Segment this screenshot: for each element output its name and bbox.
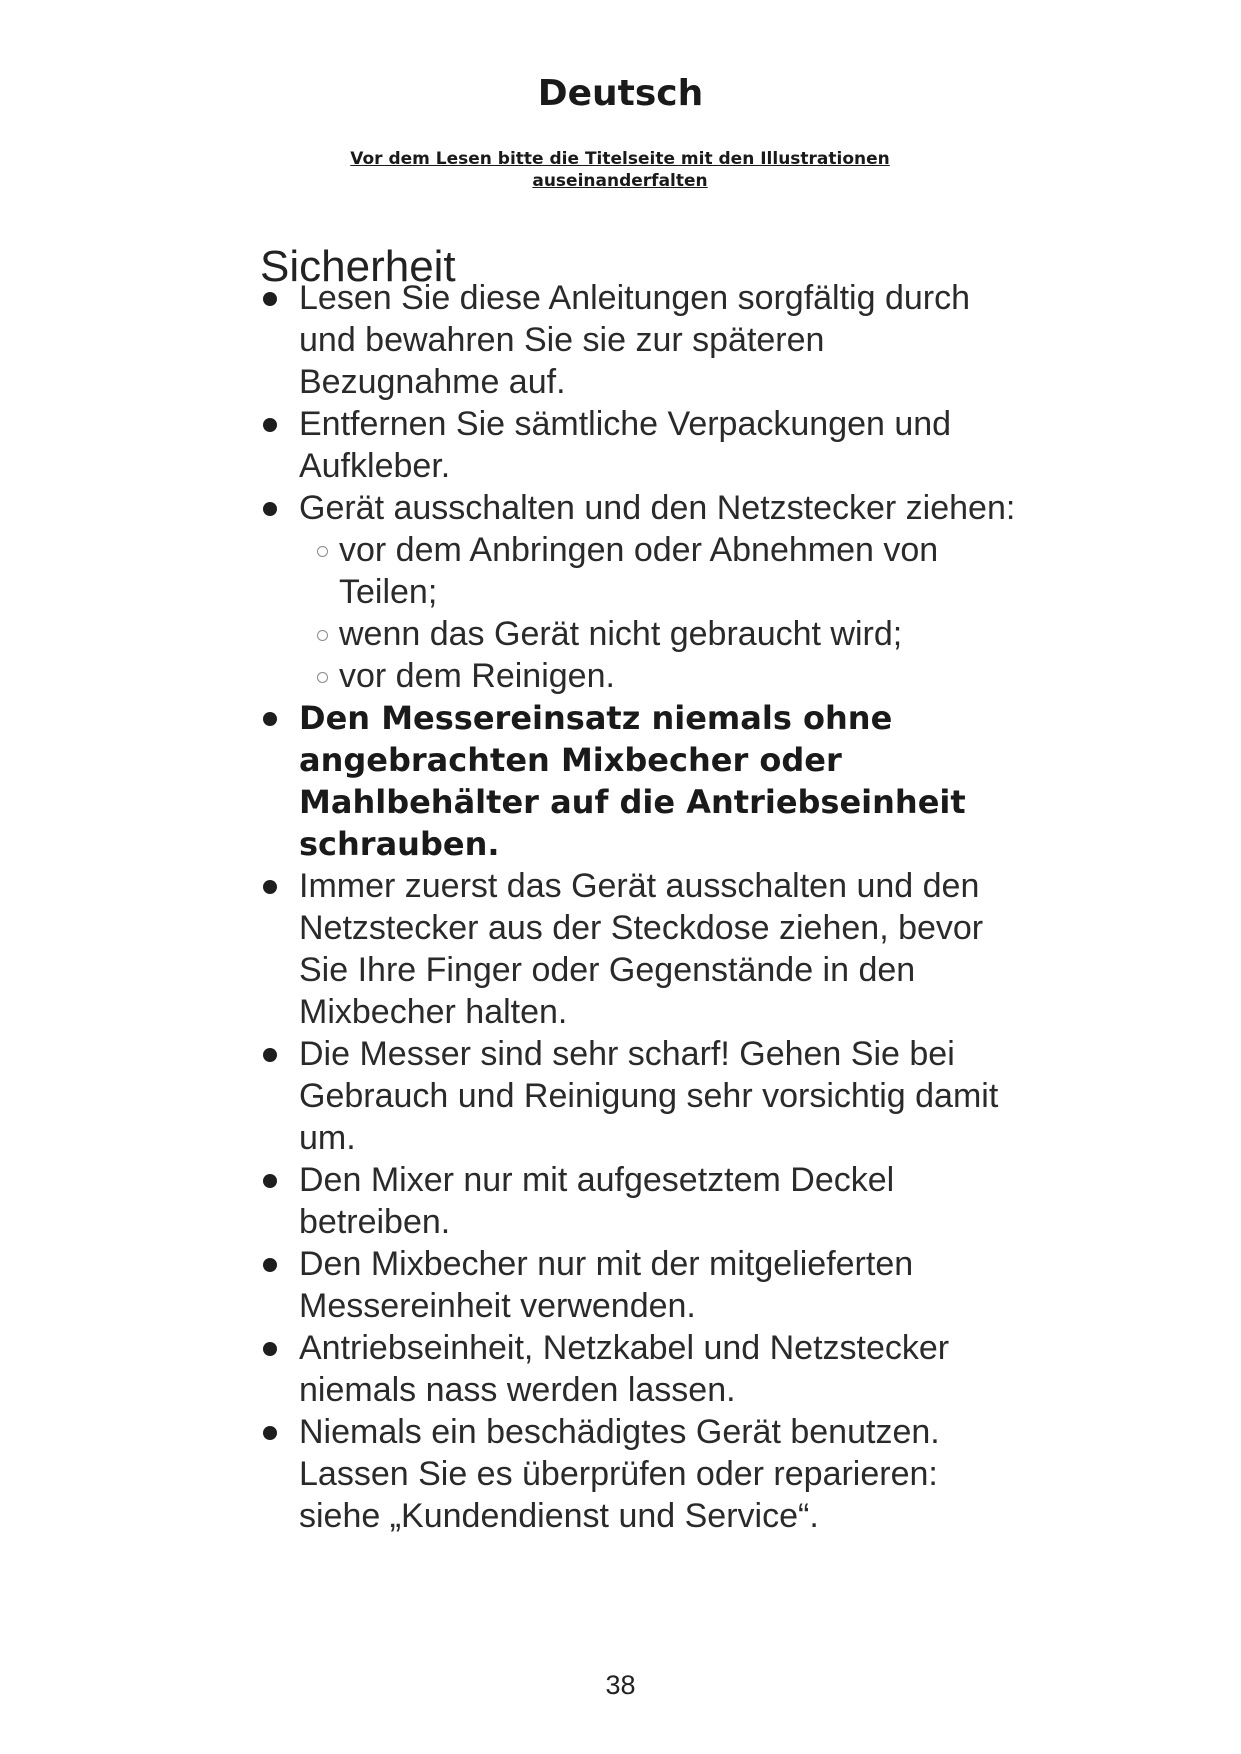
bullet-icon xyxy=(263,1426,277,1440)
circle-bullet-icon xyxy=(317,630,328,641)
list-item xyxy=(256,1327,1016,1411)
list-item-text: Die Messer sind sehr scharf! Gehen Sie bei Gebrauch und Reinigung sehr vorsichtig damit um. xyxy=(299,1035,999,1157)
page-number: 38 xyxy=(605,1670,636,1700)
list-item-text: Den Mixbecher nur mit der mitgelieferten Messereinheit verwenden. xyxy=(299,1245,914,1325)
bullet-icon xyxy=(263,418,277,432)
list-item-text: Gerät ausschalten und den Netzstecker ziehen: xyxy=(299,489,1016,527)
bullet-icon xyxy=(263,880,277,894)
list-item-text: Lesen Sie diese Anleitungen sorgfältig durch und bewahren Sie sie zur späteren Bezugnahme auf. xyxy=(299,279,971,401)
bullet-icon xyxy=(263,1174,277,1188)
circle-bullet-icon xyxy=(317,672,328,683)
list-item-text: Den Messereinsatz niemals ohne angebrachten Mixbecher oder Mahlbehälter auf die Antriebseinheit schrauben. xyxy=(299,699,966,863)
circle-bullet-icon xyxy=(317,546,328,557)
sub-list-item-text: wenn das Gerät nicht gebraucht wird; xyxy=(339,615,903,653)
safety-list xyxy=(256,277,1016,1537)
sub-list-item xyxy=(339,655,1016,697)
language-title: Deutsch xyxy=(537,73,704,114)
list-item xyxy=(256,1159,1016,1243)
bullet-icon xyxy=(263,1342,277,1356)
bullet-icon xyxy=(263,1048,277,1062)
list-item xyxy=(256,1411,1016,1537)
list-item-text: Immer zuerst das Gerät ausschalten und den Netzstecker aus der Steckdose ziehen, bevor Sie Ihre Finger oder Gegenstände in den Mixbecher halten. xyxy=(299,867,984,1031)
section-heading: Sicherheit xyxy=(260,241,456,291)
sub-list xyxy=(299,529,1016,697)
bullet-icon xyxy=(263,502,277,516)
list-item xyxy=(256,403,1016,487)
list-item-text: Antriebseinheit, Netzkabel und Netzstecker niemals nass werden lassen. xyxy=(299,1329,950,1409)
bullet-icon xyxy=(263,1258,277,1272)
list-item xyxy=(256,1033,1016,1159)
list-item-text: Den Mixer nur mit aufgesetztem Deckel betreiben. xyxy=(299,1161,895,1241)
bullet-icon xyxy=(263,712,277,726)
bullet-icon xyxy=(263,292,277,306)
list-item xyxy=(256,277,1016,403)
sub-list-item xyxy=(339,529,1016,613)
list-item xyxy=(256,865,1016,1033)
sub-list-item-text: vor dem Reinigen. xyxy=(339,657,615,695)
sub-list-item xyxy=(339,613,1016,655)
sub-list-item-text: vor dem Anbringen oder Abnehmen von Teilen; xyxy=(339,531,939,611)
list-item xyxy=(256,487,1016,697)
list-item-text: Entfernen Sie sämtliche Verpackungen und Aufkleber. xyxy=(299,405,952,485)
list-item-warning xyxy=(256,697,1016,865)
list-item-text: Niemals ein beschädigtes Gerät benutzen. Lassen Sie es überprüfen oder reparieren: siehe „Kundendienst und Service“. xyxy=(299,1413,940,1535)
fold-out-instruction: Vor dem Lesen bitte die Titelseite mit den Illustrationen auseinanderfalten xyxy=(350,149,890,191)
list-item xyxy=(256,1243,1016,1327)
